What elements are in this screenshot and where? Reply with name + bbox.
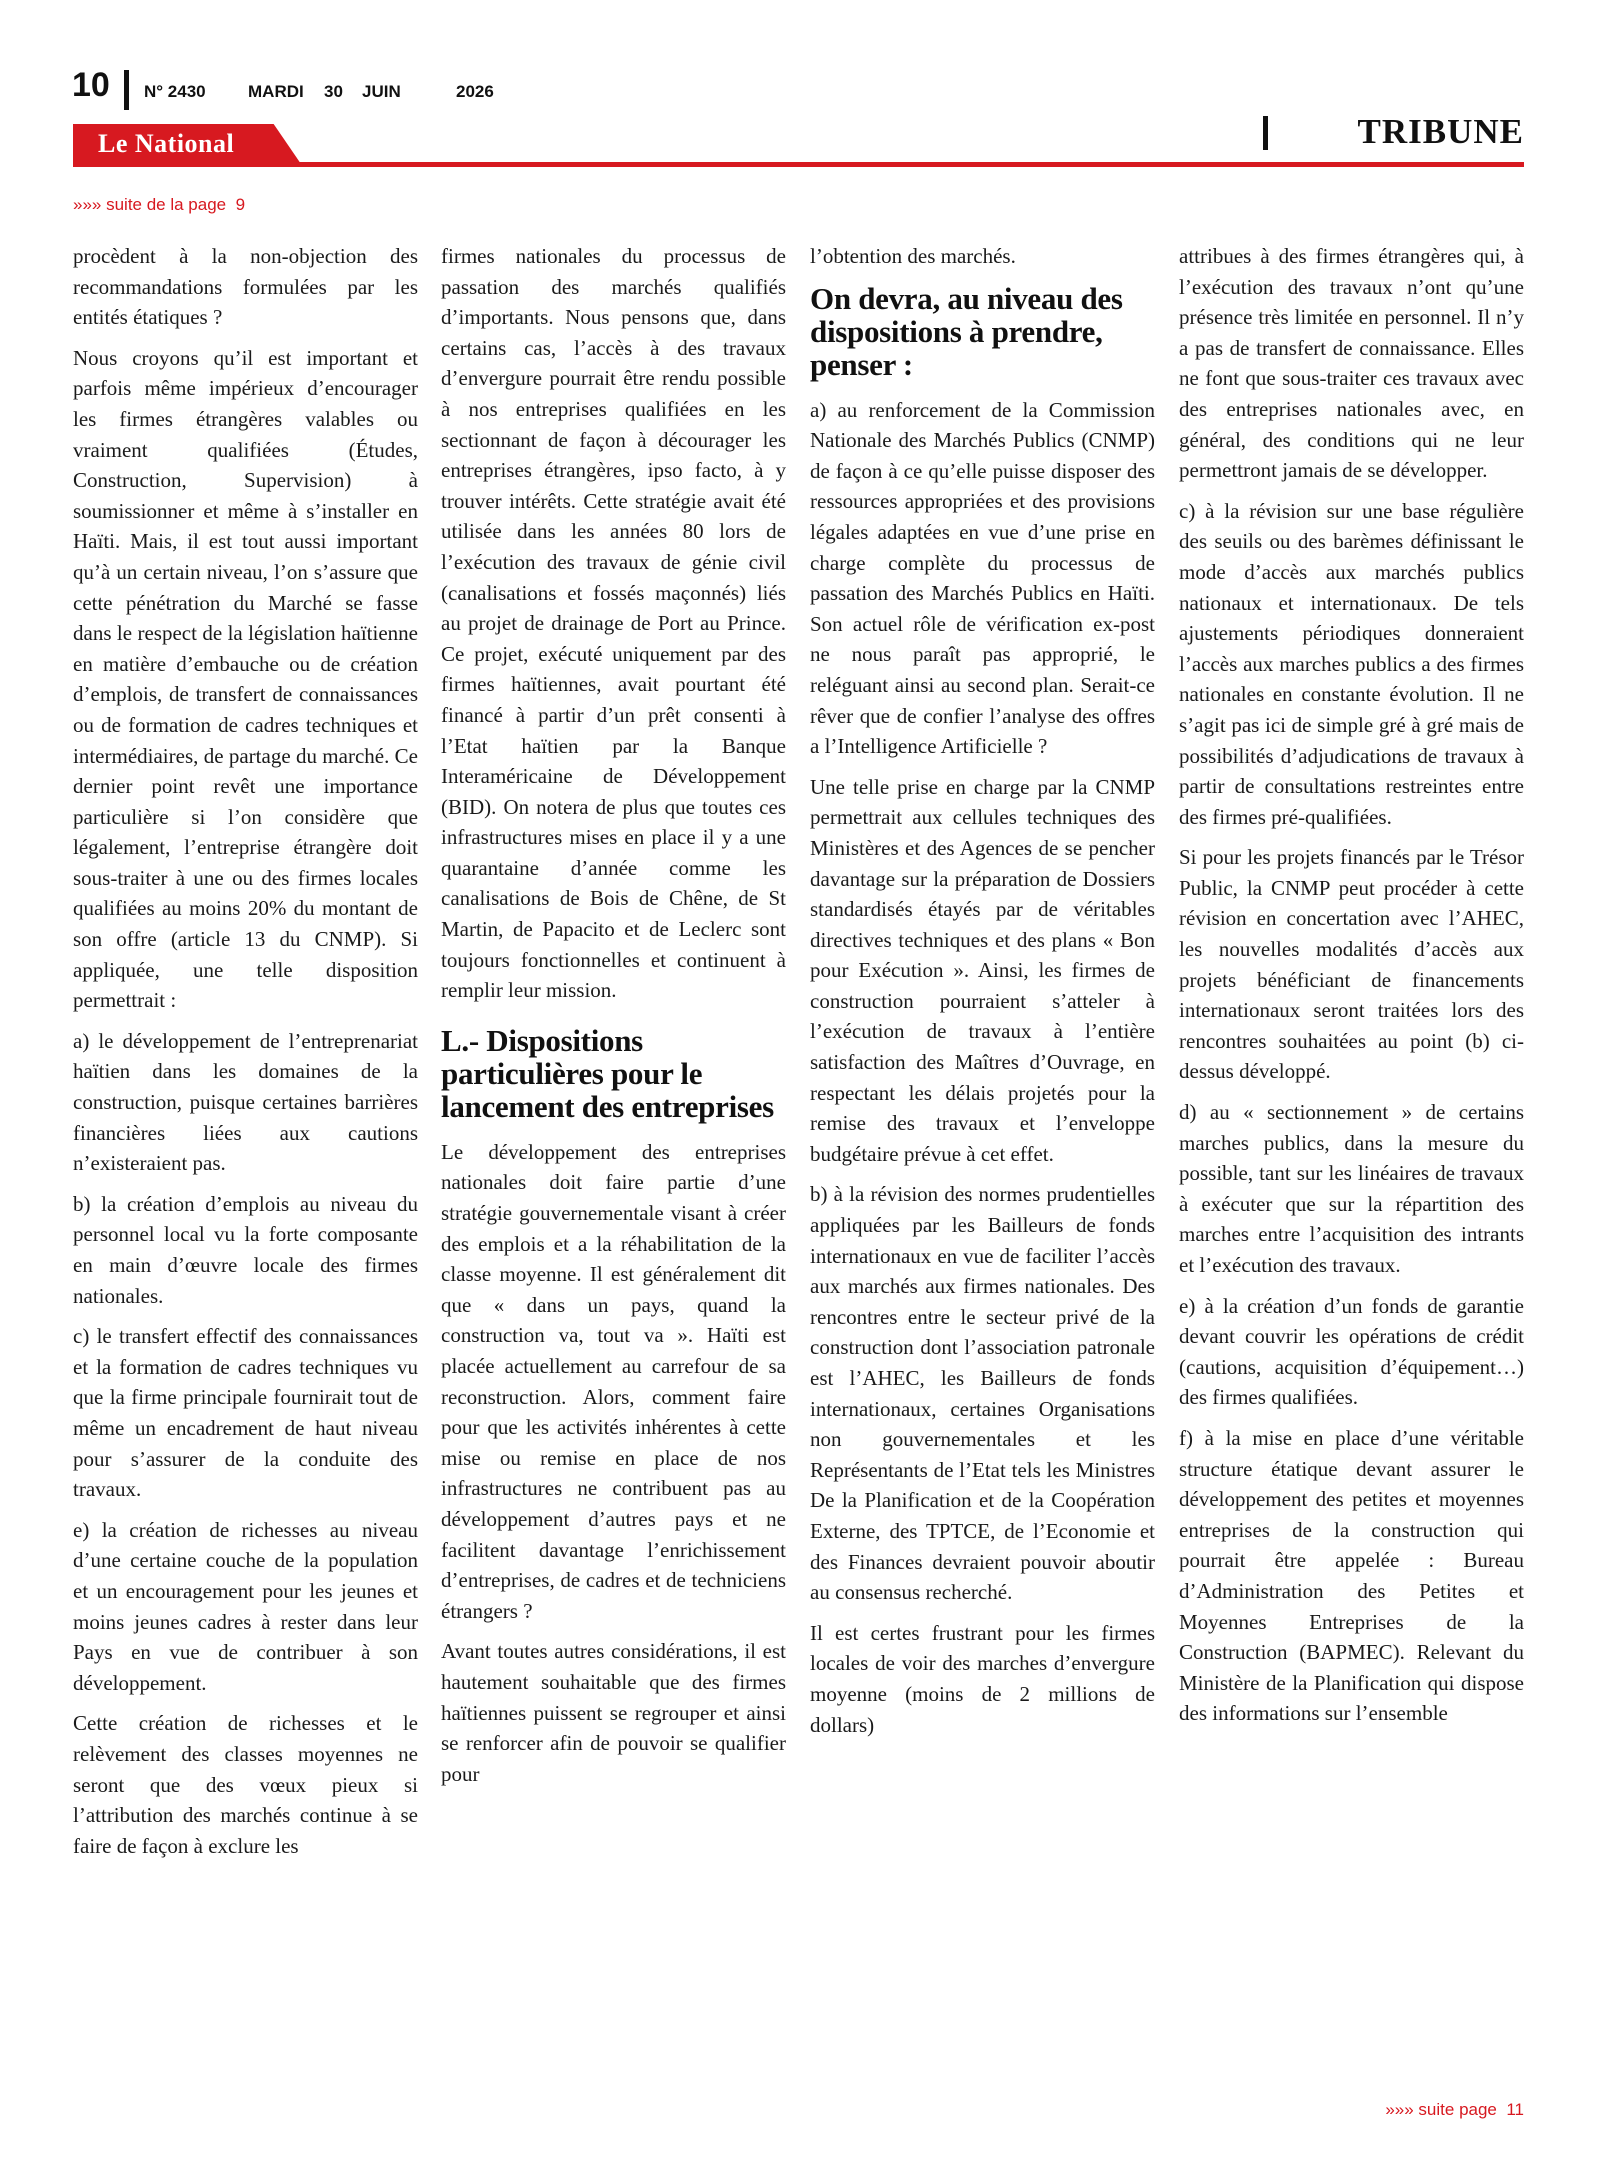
- article-column-2: [441, 241, 786, 2081]
- paragraph: f) à la mise en place d’une véritable structure étatique devant assurer le développement des petites et moyennes entreprises de la construction qui pourrait être appelée : Bureau d’Administration des Petites et Moyennes Entreprises de la Construction (BAPMEC). Relevant du Ministère de la Planification qui dispose des informations sur l’ensemble: [1179, 1425, 1524, 1726]
- paragraph: Une telle prise en charge par la CNMP permettrait aux cellules techniques des Ministères et des Agences de se pencher davantage sur la préparation de Dossiers standardisés étayés par de véritables directives techniques et des plans « Bon pour Exécution ». Ainsi, les firmes de construction pourraient s’atteler à l’exécution de travaux à l’entière satisfaction des Maîtres d’Ouvrage, en respectant les délais projetés pour la remise des travaux et l’enveloppe budgétaire prévue à cet effet.: [810, 774, 1155, 1166]
- paragraph: Il est certes frustrant pour les firmes locales de voir des marches d’envergure moyenne (moins de 2 millions de dollars): [810, 1620, 1155, 1737]
- article-column-3: [810, 241, 1155, 2081]
- paragraph: l’obtention des marchés.: [810, 244, 1016, 268]
- paragraph: procèdent à la non-objection des recommandations formulées par les entités étatiques ?: [73, 244, 418, 330]
- article-column-1: [73, 241, 418, 2081]
- continued-to: [1385, 2100, 1524, 2120]
- paragraph: e) à la création d’un fonds de garantie devant couvrir les opérations de crédit (cautions, acquisition d’équipement…) des firmes qualifiées.: [1179, 1293, 1524, 1410]
- brand-logo: Le National: [98, 129, 235, 158]
- paragraph: Si pour les projets financés par le Trésor Public, la CNMP peut procéder à cette révision en concertation avec l’AHEC, les nouvelles modalités d’accès aux projets bénéficiant de financements internationaux seront traitées lors des rencontres souhaitées au point (b) ci-dessus développé.: [1179, 845, 1524, 1084]
- issue-number: N° 2430: [144, 82, 206, 101]
- paragraph: Cette création de richesses et le relèvement des classes moyennes ne seront que des vœux pieux si l’attribution des marchés continue à se faire de façon à exclure les: [73, 1711, 418, 1858]
- issue-date-day: 30: [324, 82, 343, 101]
- paragraph: firmes nationales du processus de passation des marchés qualifiés d’importants. Nous pensons que, dans certains cas, l’accès à des travaux d’envergure pourrait être rendu possible à nos entreprises qualifiées en les sectionnant de façon à décourager les entreprises étrangères, ipso facto, à y trouver intérêts. Cette stratégie avait été utilisée dans les années 80 lors de l’exécution des travaux de génie civil (canalisations et fossés maçonnés) liés au projet de drainage de Port au Prince. Ce projet, exécuté uniquement par des firmes haïtiennes, avait pourtant été financé à partir d’un prêt consenti à l’Etat haïtien par la Banque Interaméricaine de Développement (BID). On notera de plus que toutes ces infrastructures mises en place il y a une quarantaine d’année comme les canalisations de Bois de Chêne, de St Martin, de Papacito et de Leclerc sont toujours fonctionnelles et continuent à remplir leur mission.: [441, 244, 786, 1003]
- header-rule: [73, 162, 1524, 167]
- paragraph: Avant toutes autres considérations, il est hautement souhaitable que des firmes haïtiennes puissent se regrouper et ainsi se renforcer afin de pouvoir se qualifier pour: [441, 1639, 786, 1786]
- page-number: 10: [72, 66, 110, 104]
- section-heading: On devra, au niveau des dispositions à prendre, penser :: [810, 280, 1123, 382]
- continued-from: [73, 195, 245, 215]
- paragraph: c) à la révision sur une base régulière des seuils ou des barèmes définissant le mode d’accès aux marchés publics nationaux et internationaux. De tels ajustements périodiques donneraient l’accès aux marches publics a des firmes nationales en constante évolution. Il ne s’agit pas ici de simple gré à gré mais de possibilités d’adjudications de travaux à partir de consultations restreintes entre des firmes pré-qualifiées.: [1179, 498, 1524, 829]
- issue-month: JUIN: [362, 82, 401, 101]
- paragraph: b) à la révision des normes prudentielles appliquées par les Bailleurs de fonds internationaux en vue de faciliter l’accès aux marchés aux firmes nationales. Des rencontres entre le secteur privé de la construction dont l’association patronale est l’AHEC, les Bailleurs de fonds internationaux, certaines Organisations non gouvernementales et les Représentants de l’Etat tels les Ministres De la Planification et de la Coopération Externe, des TPTCE, de l’Economie et des Finances devraient pouvoir aboutir au consensus recherché.: [810, 1182, 1155, 1605]
- continued-from-page: 9: [235, 195, 246, 214]
- paragraph: d) au « sectionnement » de certains marches publics, dans la mesure du possible, tant sur les linéaires de travaux à exécuter que sur la répartition des marches entre l’acquisition des intrants et l’exécution des travaux.: [1179, 1100, 1524, 1277]
- header-divider: [124, 70, 129, 110]
- section-title: TRIBUNE: [1357, 112, 1524, 151]
- paragraph: a) au renforcement de la Commission Nationale des Marchés Publics (CNMP) de façon à ce qu’elle puisse disposer des ressources appropriées et des provisions légales adaptées en vue d’une prise en charge complète du processus de passation des Marchés Publics en Haïti. Son actuel rôle de vérification ex-post ne nous paraît pas approprié, le reléguant ainsi au second plan. Serait-ce rêver que de confier l’analyse des offres a l’Intelligence Artificielle ?: [810, 397, 1155, 759]
- issue-year: 2026: [456, 82, 494, 101]
- paragraph: c) le transfert effectif des connaissances et la formation de cadres techniques vu que la firme principale fournirait tout de même un encadrement de haut niveau pour s’assurer de la conduite des travaux.: [73, 1324, 418, 1502]
- paragraph: attribues à des firmes étrangères qui, à l’exécution des travaux n’ont qu’une présence très limitée en personnel. Il n’y a pas de transfert de connaissance. Elles ne font que sous-traiter ces travaux avec des entreprises nationales avec, en général, des conditions qui ne leur permettront jamais de se développer.: [1179, 244, 1524, 483]
- paragraph: Le développement des entreprises nationales doit faire partie d’une stratégie gouvernementale visant à créer des emplois et a la réhabilitation de la classe moyenne. Il est généralement dit que « dans un pays, quand la construction va, tout va ». Haïti est placée actuellement au carrefour de sa reconstruction. Alors, comment faire pour que les activités inhérentes à cette mise ou remise en place de nos infrastructures ne contribuent pas au développement d’autres pays et ne facilitent davantage l’enrichissement d’entreprises, de cadres et de techniciens étrangers ?: [441, 1139, 786, 1623]
- paragraph: b) la création d’emplois au niveau du personnel local vu la forte composante en main d’œuvre locale des firmes nationales.: [73, 1191, 418, 1308]
- article-column-4: [1179, 241, 1524, 2081]
- paragraph: Nous croyons qu’il est important et parfois même impérieux d’encourager les firmes étrangères valables ou vraiment qualifiées (Études, Construction, Supervision) à soumissionner et même à s’installer en Haïti. Mais, il est tout aussi important qu’à un certain niveau, l’on s’assure que cette pénétration du Marché se fasse dans le respect de la législation haïtienne en matière d’embauche ou de création d’emplois, de transfert de connaissances ou de formation de cadres techniques et intermédiaires, de partage du marché. Ce dernier point revêt une importance particulière si l’on considère que légalement, l’entreprise étrangère doit sous-traiter à une ou des firmes locales qualifiées au moins 20% du montant de son offre (article 13 du CNMP). Si appliquée, une telle disposition permettrait :: [73, 345, 418, 1013]
- continued-from-label: »»» suite de la page: [73, 195, 227, 214]
- continued-to-label: »»» suite page: [1385, 2100, 1497, 2119]
- section-divider: [1263, 116, 1268, 150]
- issue-day: MARDI: [248, 82, 304, 101]
- section-heading: L.- Dispositions particulières pour le lancement des entreprises: [441, 1022, 774, 1124]
- paragraph: e) la création de richesses au niveau d’une certaine couche de la population et un encouragement pour les jeunes et moins jeunes cadres à rester dans leur Pays en vue de contribuer à son développement.: [73, 1517, 418, 1695]
- continued-to-page: 11: [1506, 2100, 1524, 2119]
- paragraph: a) le développement de l’entreprenariat haïtien dans les domaines de la construction, puisque certaines barrières financières liées aux cautions n’existeraient pas.: [73, 1028, 418, 1176]
